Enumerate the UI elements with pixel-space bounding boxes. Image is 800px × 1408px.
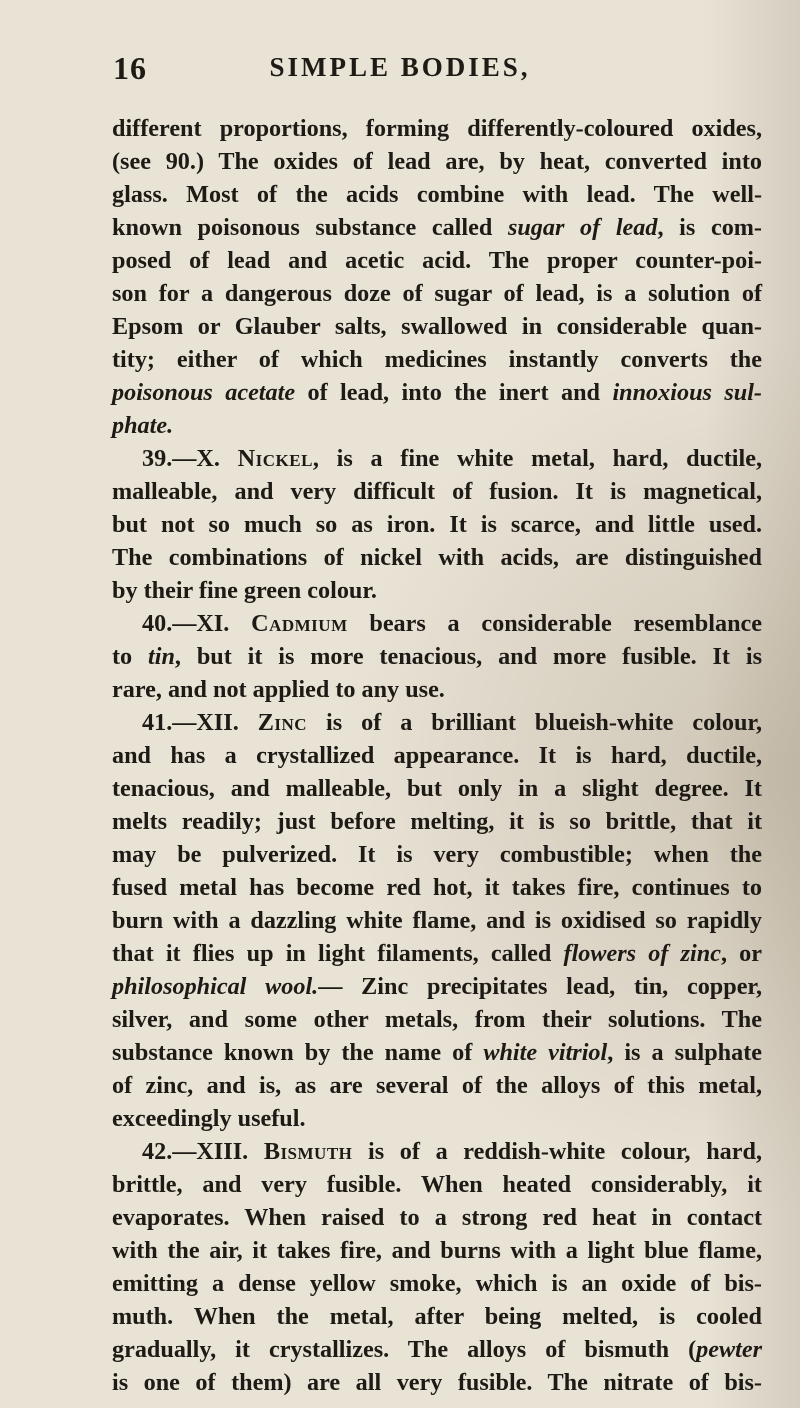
text-segment: , is a sulphate <box>607 1039 762 1066</box>
text-segment: fused metal has become red hot, it takes fire, continues to <box>112 874 762 901</box>
text-segment: melts readily; just before melting, it is so brittle, that it <box>112 808 762 835</box>
text-segment: Epsom or Glauber salts, swallowed in considerable quan- <box>112 313 762 340</box>
text-segment: may be pulverized. It is very combustible; when the <box>112 841 762 868</box>
text-segment: by their fine green colour. <box>112 577 377 604</box>
text-segment: is of a brilliant blueish-white colour, <box>307 709 762 736</box>
text-segment: tity; either of which medicines instantly converts the <box>112 346 762 373</box>
text-segment: rare, and not applied to any use. <box>112 676 445 703</box>
text-line <box>112 277 762 310</box>
text-line <box>112 607 762 640</box>
text-segment: silver, and some other metals, from their solutions. The <box>112 1006 762 1033</box>
text-segment: The combinations of nickel with acids, are distinguished <box>112 544 762 571</box>
text-line <box>112 508 762 541</box>
text-line <box>112 376 762 409</box>
text-line <box>112 112 762 145</box>
text-line <box>112 838 762 871</box>
text-line <box>112 1069 762 1102</box>
text-line <box>112 409 762 442</box>
text-line <box>112 805 762 838</box>
text-line <box>112 1366 762 1399</box>
italic-text: poisonous acetate <box>112 379 296 406</box>
text-line <box>112 244 762 277</box>
text-segment: and has a crystallized appearance. It is hard, ductile, <box>112 742 762 769</box>
text-line <box>112 739 762 772</box>
text-line <box>112 871 762 904</box>
text-segment: of lead, into the inert and <box>295 379 613 406</box>
text-line <box>112 970 762 1003</box>
text-segment: emitting a dense yellow smoke, which is an oxide of bis- <box>112 1270 762 1297</box>
text-line <box>112 1300 762 1333</box>
text-line <box>112 904 762 937</box>
italic-text: tin <box>148 643 175 670</box>
text-line <box>112 442 762 475</box>
text-segment: that it flies up in light filaments, called <box>112 940 564 967</box>
text-line <box>112 640 762 673</box>
text-segment: gradually, it crystallizes. The alloys of bismuth ( <box>112 1336 697 1363</box>
text-line <box>112 1267 762 1300</box>
text-line <box>112 475 762 508</box>
text-segment: but not so much so as iron. It is scarce, and little used. <box>112 511 762 538</box>
text-line <box>112 541 762 574</box>
italic-text: sugar of lead <box>507 214 658 241</box>
text-segment: 42.—XIII. <box>142 1138 264 1165</box>
small-caps-text: Bismuth <box>263 1138 353 1165</box>
text-segment: known poisonous substance called <box>112 214 508 241</box>
text-line <box>112 574 762 607</box>
text-segment: , is a fine white metal, hard, ductile, <box>312 445 762 472</box>
text-segment: 39.—X. <box>142 445 238 472</box>
text-segment: , or <box>720 940 762 967</box>
body-text <box>112 112 762 1399</box>
text-segment: 41.—XII. <box>142 709 258 736</box>
italic-text: flowers of zinc <box>563 940 721 967</box>
text-segment: is of a reddish-white colour, hard, <box>352 1138 762 1165</box>
text-line <box>112 1201 762 1234</box>
text-line <box>112 673 762 706</box>
text-line <box>112 343 762 376</box>
text-line <box>112 1168 762 1201</box>
text-segment: with the air, it takes fire, and burns with a light blue flame, <box>112 1237 762 1264</box>
text-segment: 40.—XI. <box>142 610 252 637</box>
running-head: SIMPLE BODIES, <box>269 52 531 82</box>
text-segment: to <box>112 643 149 670</box>
text-segment: , is com- <box>657 214 762 241</box>
small-caps-text: Zinc <box>257 709 308 736</box>
text-line <box>112 1102 762 1135</box>
text-line <box>112 1135 762 1168</box>
text-segment: brittle, and very fusible. When heated considerably, it <box>112 1171 762 1198</box>
text-segment: different proportions, forming differently-coloured oxides, <box>112 115 762 142</box>
text-segment: is one of them) are all very fusible. The nitrate of bis- <box>112 1369 762 1396</box>
italic-text: philosophical wool. <box>112 973 319 1000</box>
text-segment: posed of lead and acetic acid. The proper counter-poi- <box>112 247 762 274</box>
page-number: 16 <box>113 50 147 86</box>
text-segment: son for a dangerous doze of sugar of lead, is a solution of <box>112 280 762 307</box>
italic-text: pewter <box>696 1336 762 1363</box>
italic-text: innoxious sul- <box>612 379 762 406</box>
italic-text: phate. <box>112 412 174 439</box>
text-segment: — Zinc precipitates lead, tin, copper, <box>318 973 762 1000</box>
text-line <box>112 1003 762 1036</box>
text-line <box>112 310 762 343</box>
text-segment: exceedingly useful. <box>112 1105 306 1132</box>
text-line <box>112 1234 762 1267</box>
text-line <box>112 211 762 244</box>
text-segment: substance known by the name of <box>112 1039 484 1066</box>
text-segment: (see 90.) The oxides of lead are, by heat, converted into <box>112 148 762 175</box>
text-line <box>112 706 762 739</box>
text-segment: evaporates. When raised to a strong red heat in contact <box>112 1204 762 1231</box>
text-segment: bears a considerable resemblance <box>347 610 762 637</box>
text-line <box>112 145 762 178</box>
text-segment: tenacious, and malleable, but only in a slight degree. It <box>112 775 762 802</box>
page-header <box>0 50 800 90</box>
text-line <box>112 937 762 970</box>
text-segment: muth. When the metal, after being melted, is cooled <box>112 1303 762 1330</box>
text-line <box>112 1333 762 1366</box>
text-line <box>112 772 762 805</box>
small-caps-text: Nickel <box>237 445 313 472</box>
text-segment: of zinc, and is, as are several of the alloys of this metal, <box>112 1072 762 1099</box>
text-segment: glass. Most of the acids combine with lead. The well- <box>112 181 762 208</box>
text-segment: , but it is more tenacious, and more fusible. It is <box>174 643 762 670</box>
text-segment: burn with a dazzling white flame, and is oxidised so rapidly <box>112 907 762 934</box>
italic-text: white vitriol <box>483 1039 608 1066</box>
text-line <box>112 178 762 211</box>
text-line <box>112 1036 762 1069</box>
small-caps-text: Cadmium <box>251 610 348 637</box>
text-segment: malleable, and very difficult of fusion. It is magnetical, <box>112 478 762 505</box>
